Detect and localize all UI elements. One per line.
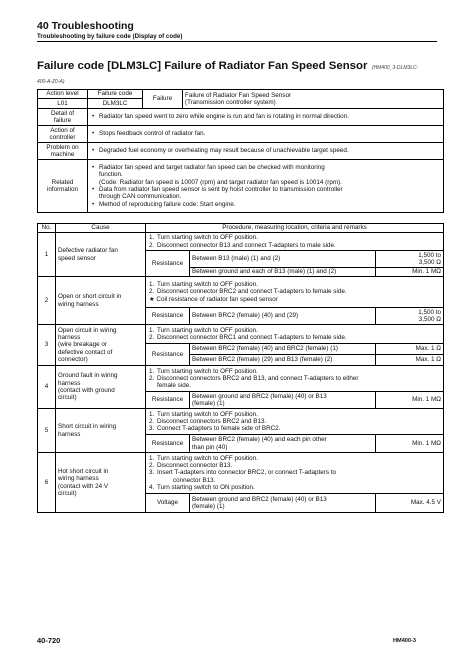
- title-reference-code-cont: 400-A-Z0-A): [37, 79, 65, 85]
- cause-number: 2: [38, 277, 56, 325]
- measure-criteria: 1,500 to 3,500 Ω: [376, 251, 444, 268]
- header-divider: [37, 41, 437, 42]
- related-information-label: Related information: [38, 160, 88, 213]
- action-of-controller-label: Action of controller: [38, 126, 88, 143]
- failure-code-header: Failure code: [88, 90, 143, 99]
- measure-criteria: Max. 4.5 V: [376, 494, 444, 513]
- measure-location: Between BRC2 (female) (29) and B13 (female) (2): [190, 355, 376, 366]
- procedure-steps: 1. Turn starting switch to OFF position. 2. Disconnect connector B13 and connect T-adapters to male side.: [146, 233, 444, 251]
- detail-of-failure-text: • Radiator fan speed went to zero while engine is run and fan is rotating in normal direction.: [88, 109, 444, 126]
- measure-type: Resistance: [146, 251, 190, 277]
- action-level-value: L01: [38, 99, 88, 109]
- cause-number: 1: [38, 233, 56, 277]
- measure-criteria: Min. 1 MΩ: [376, 435, 444, 453]
- measure-criteria: 1,500 to 3,500 Ω: [376, 308, 444, 325]
- chapter-title: 40 Troubleshooting: [37, 20, 134, 32]
- procedure-steps: 1. Turn starting switch to OFF position. 2. Disconnect connector B13. 3. Insert T-adapters into connector BRC2, or connect T-adapters to connector B13. 4. Turn starting switch to ON position.: [146, 453, 444, 494]
- action-level-header: Action level: [38, 90, 88, 99]
- procedure-steps: 1. Turn starting switch to OFF position. 2. Disconnect connector BRC1 and connect T-adapters to female side.: [146, 325, 444, 344]
- measure-location: Between BRC2 (female) (40) and (29): [190, 308, 376, 325]
- failure-code-title: Failure code [DLM3LC] Failure of Radiator Fan Speed Sensor: [37, 60, 368, 72]
- no-column-header: No.: [38, 224, 56, 233]
- cause-number: 5: [38, 409, 56, 453]
- cause-number: 6: [38, 453, 56, 513]
- cause-column-header: Cause: [56, 224, 146, 233]
- measure-location: Between BRC2 (female) (40) and BRC2 (female) (1): [190, 344, 376, 355]
- measure-location: Between B13 (male) (1) and (2): [190, 251, 376, 268]
- procedure-steps: 1. Turn starting switch to OFF position. 2. Disconnect connectors BRC2 and B13, and connect T-adapters to either female side.: [146, 366, 444, 392]
- measure-location: Between ground and BRC2 (female) (40) or B13 (female) (1): [190, 494, 376, 513]
- detail-of-failure-label: Detail of failure: [38, 109, 88, 126]
- measure-type: Resistance: [146, 392, 190, 409]
- failure-code-value: DLM3LC: [88, 99, 143, 109]
- cause-description: Short circuit in wiring harness: [56, 409, 146, 453]
- measure-location: Between ground and each of B13 (male) (1) and (2): [190, 268, 376, 277]
- cause-procedure-table: [37, 223, 444, 513]
- failure-info-table: [37, 89, 444, 213]
- section-title: [37, 56, 441, 74]
- failure-name: Failure of Radiator Fan Speed Sensor (Transmission controller system): [183, 90, 444, 109]
- document-code: HM400-3: [393, 638, 417, 644]
- measure-criteria: Min. 1 MΩ: [376, 392, 444, 409]
- procedure-note: ★ Coil resistance of radiator fan speed sensor: [149, 295, 278, 303]
- failure-label: Failure: [143, 90, 183, 109]
- measure-criteria: Min. 1 MΩ: [376, 268, 444, 277]
- measure-location: Between ground and BRC2 (female) (40) or B13 (female) (1): [190, 392, 376, 409]
- procedure-steps: 1. Turn starting switch to OFF position. 2. Disconnect connectors BRC2 and B13. 3. Connect T-adapters to female side of BRC2.: [146, 409, 444, 435]
- procedure-steps: 1. Turn starting switch to OFF position. 2. Disconnect connector BRC2 and connect T-adapters to female side. ★ Coil resistance of radiator fan speed sensor: [146, 277, 444, 308]
- measure-location: Between BRC2 (female) (40) and each pin other than pin (40): [190, 435, 376, 453]
- measure-type: Voltage: [146, 494, 190, 513]
- page-header: [37, 20, 437, 41]
- action-of-controller-text: • Stops feedback control of radiator fan.: [88, 126, 444, 143]
- cause-description: Ground fault in wiring harness (contact with ground circuit): [56, 366, 146, 409]
- procedure-column-header: Procedure, measuring location, criteria and remarks: [146, 224, 444, 233]
- chapter-subtitle: Troubleshooting by failure code (Display of code): [37, 33, 183, 40]
- measure-type: Resistance: [146, 344, 190, 366]
- problem-on-machine-label: Problem on machine: [38, 143, 88, 160]
- problem-on-machine-text: • Degraded fuel economy or overheating may result because of unachievable target speed.: [88, 143, 444, 160]
- related-information-text: • Radiator fan speed and target radiator fan speed can be checked with monitoring function. (Code: Radiator fan speed is 10007 (rpm) and target radiator fan speed is 10014 (rpm). • Data from radiator fan speed sensor is sent by hoist controller to transmission controller through CAN communication. • Method of reproducing failure code: Start engine.: [88, 160, 444, 213]
- measure-criteria: Max. 1 Ω: [376, 344, 444, 355]
- cause-description: Open circuit in wiring harness (wire breakage or defective contact of connector): [56, 325, 146, 366]
- page-number: 40-720: [37, 636, 61, 645]
- cause-number: 3: [38, 325, 56, 366]
- measure-type: Resistance: [146, 308, 190, 325]
- cause-description: Open or short circuit in wiring harness: [56, 277, 146, 325]
- cause-description: Hot short circuit in wiring harness (contact with 24 V circuit): [56, 453, 146, 513]
- measure-type: Resistance: [146, 435, 190, 453]
- title-reference-code: (HM400_3-DLM3LC-: [371, 65, 419, 71]
- cause-description: Defective radiator fan speed sensor: [56, 233, 146, 277]
- cause-number: 4: [38, 366, 56, 409]
- measure-criteria: Max. 1 Ω: [376, 355, 444, 366]
